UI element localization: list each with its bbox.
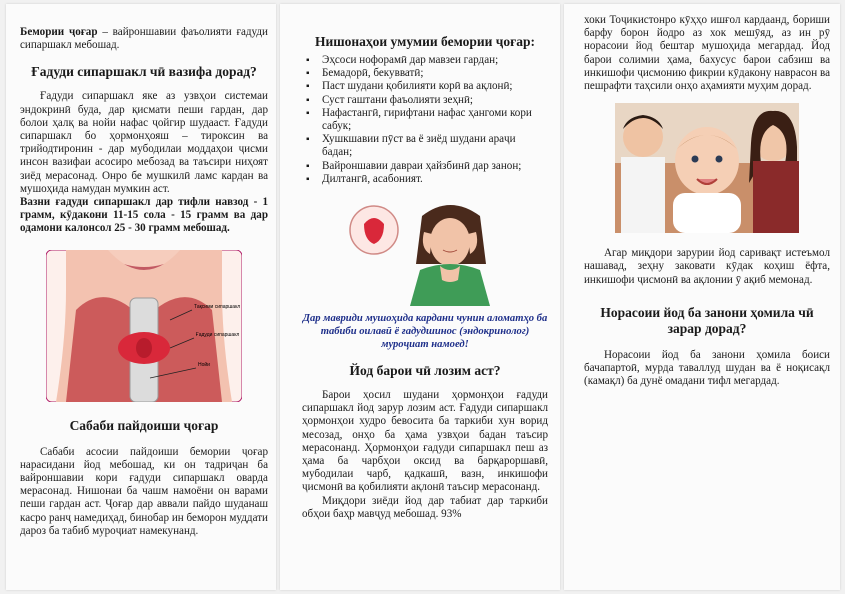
role-paragraph: Ғадуди сипаршакл яке аз узвҳои системаи эндокринӣ буда, дар қисмати пеши гардан, дар болои ҳалқ ва нойи нафас ҷойгир шудааст. Ғадуди сипаршакл бо ҳормонҳояш – тироксин ва трийодтиронин - дар мубодилаи моддаҳои ҷисми инсон вазифаи асосиро мебозад ва таъсири ниҳоят зиёд мерасонад. Онро бе мушкилӣ ламс кардан ва мушоҳида намудан мумкин аст. bbox=[20, 90, 268, 195]
list-item: ▪ Хушкшавии пӯст ва ё зиёд шудани араҷи бадан; bbox=[302, 133, 548, 159]
intro-paragraph bbox=[20, 26, 268, 52]
fig-label-3: Нойи bbox=[198, 361, 210, 368]
fig-label-1: Тақсими сипаршакл bbox=[194, 303, 241, 310]
top-paragraph: хоки Тоҷикистонро кӯҳҳо ишғол кардаанд, бориши барфу борон йодро аз хок мешӯяд, аз ин рӯ норасоии йод бештар мушоҳида мегардад. Йод барои солимии ҳама, бахусус барои сабзиш ва инкишофи ҷисмонию фикрии кӯдакону наврасон ва пешрафти таҳсили онҳо аҳамияти муҳим дорад. bbox=[584, 14, 830, 93]
iodine-paragraph-2: Миқдори зиёди йод дар табиат дар таркиби обҳои баҳр мавҷуд мебошад. 93% bbox=[302, 494, 548, 520]
heading-signs: Нишонаҳои умумии бемории ҷоғар: bbox=[314, 34, 536, 49]
neck-anatomy-graphic bbox=[46, 250, 242, 402]
woman-headache-illustration bbox=[340, 194, 510, 306]
family-graphic bbox=[615, 103, 799, 233]
family-photo bbox=[615, 103, 799, 233]
intro-rest: – вайроншавии фаъолияти ғадуди сипаршакл мебошад. bbox=[20, 26, 268, 52]
signs-list bbox=[302, 54, 548, 186]
list-item: ▪ Вайроншавии давраи ҳайзбинӣ дар занон; bbox=[302, 160, 548, 173]
intro-bold: Бемории ҷоғар bbox=[20, 26, 98, 38]
list-item: ▪ Бемадорӣ, бекувватӣ; bbox=[302, 67, 548, 80]
list-item: ▪ Паст шудани қобилияти корӣ ва ақлонӣ; bbox=[302, 80, 548, 93]
deficit-paragraph: Агар миқдори зарурии йод саривақт истеъмол нашавад, зеҳну заковати кӯдак коҳиш ёфта, инкишофи ҷисмонӣ ва ақлонии ӯ ақиб мемонад. bbox=[584, 247, 830, 286]
heading-iodine: Йод барои чӣ лозим аст? bbox=[349, 363, 501, 379]
list-item: ▪ Суст гаштани фаъолияти зеҳнӣ; bbox=[302, 94, 548, 107]
doctor-note: Дар мавриди мушоҳида кардани чунин аломатҳо ба табиби оилавӣ ё ғадудшинос (эндокринолог) муроҷиат намоед! bbox=[302, 313, 548, 351]
iodine-paragraph: Барои ҳосил шудани ҳормонҳои ғадуди сипаршакл йод зарур лозим аст. Ғадуди сипаршакл ҳормонҳои худро бевосита ба таркиби хун ворид месозад, онҳо ба ҳама узвҳои бадан таъсир мерасонанд. Ҳормонҳои ғадуди сипаршакл пеш аз ҳама ба чарбҳои оксид ва барқароршавӣ, мубодилаи чарб, қадкашӣ, вазн, инкишофи ҷисмонӣ ва қобилияти ақлонӣ таъсир мерасонанд. bbox=[302, 389, 548, 494]
heading-role: Ғадуди сипаршакл чӣ вазифа дорад? bbox=[31, 64, 257, 80]
thyroid-neck-illustration bbox=[46, 250, 242, 402]
list-item: ▪ Дилтангӣ, асабоният. bbox=[302, 173, 548, 186]
pregnancy-paragraph: Норасоии йод ба занони ҳомила боиси бачапартоӣ, мурда таваллуд шудан ва ё ноқисақл (камақл) ба дунё омадани тифл мегардад. bbox=[584, 348, 830, 388]
headache-graphic bbox=[340, 194, 510, 306]
list-item: ▪ Эҳсоси нофорамӣ дар мавзеи гардан; bbox=[302, 54, 548, 67]
heading-pregnancy: Норасоии йод ба занони ҳомила чӣ зарар дорад? bbox=[600, 304, 814, 336]
panel-left bbox=[6, 4, 276, 590]
weight-paragraph: Вазни ғадуди сипаршакл дар тифли навзод - 1 грамм, кӯдакони 11-15 сола - 15 грамм ва дар одамони калонсол 25 - 30 грамм мебошад. bbox=[20, 196, 268, 235]
heading-cause: Сабаби пайдоиши ҷоғар bbox=[69, 417, 219, 433]
fig-label-2: Ғадуди сипаршакл bbox=[196, 331, 240, 338]
list-item: ▪ Нафастангӣ, гирифтани нафас ҳангоми кори сабук; bbox=[302, 107, 548, 133]
panel-right bbox=[564, 4, 840, 590]
cause-paragraph: Сабаби асосии пайдоиши бемории ҷоғар нарасидани йод мебошад, ки он тадриҷан ба вайроншавии кори ғадуди сипаршакл оварда мерасонад. Нишонаи ба чашм намоёни он варами пеши гардан аст. Ҷоғар дар аввали пайдо шуданаш касро ранҷ намедиҳад, бинобар ин беморон муддати дароз ба табиб муроҷиат намекунанд. bbox=[20, 445, 268, 537]
panel-middle bbox=[280, 4, 560, 590]
